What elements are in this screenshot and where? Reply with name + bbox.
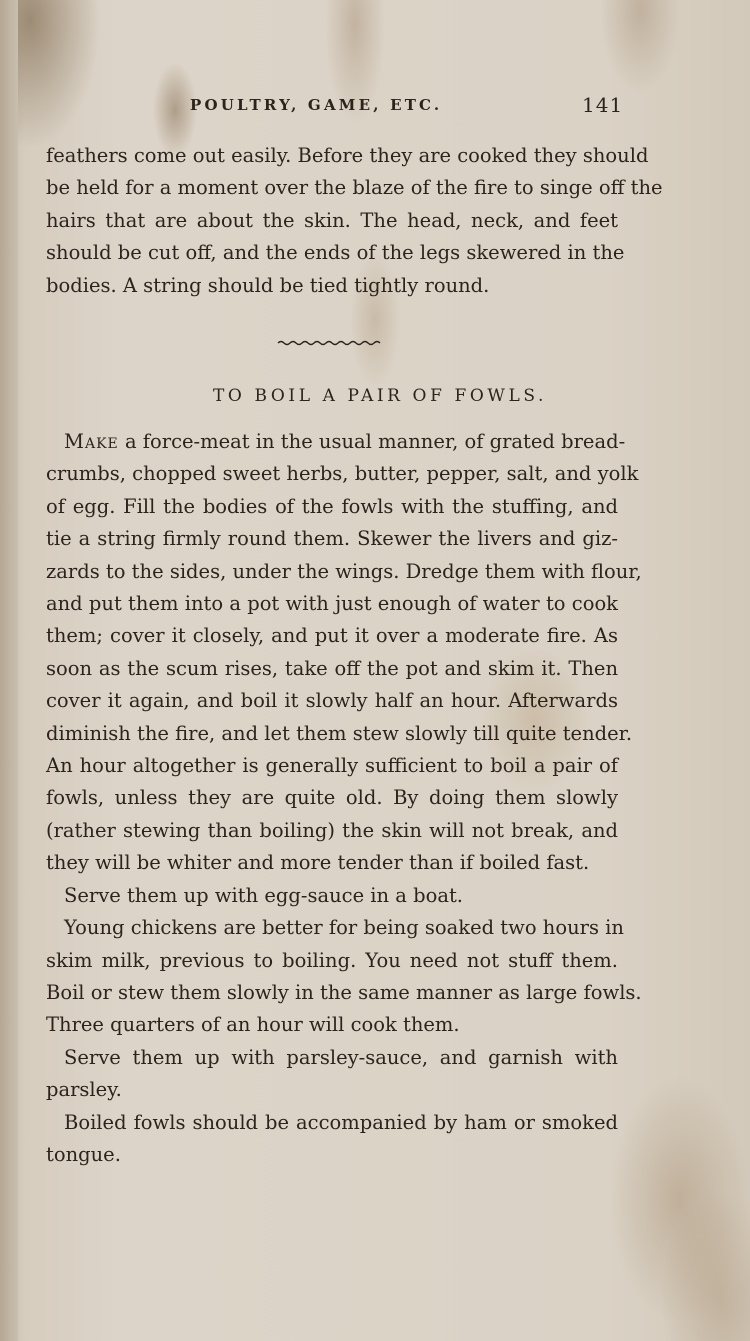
running-head: POULTRY, GAME, ETC. [190,96,443,114]
text-line: feathers come out easily. Before they are cooked they should [46,144,649,167]
page-gutter [0,0,18,1341]
text-line: bodies. A string should be tied tightly round. [46,273,490,297]
text-line: Young chickens are better for being soaked two hours in [64,916,624,940]
text-line: of egg. Fill the bodies of the fowls with the stuffing, and [46,494,618,518]
text-line: Three quarters of an hour will cook them. [46,1013,460,1037]
text-line: An hour altogether is generally sufficient to boil a pair of [46,754,618,778]
page-header [0,93,750,127]
text-line: hairs that are about the skin. The head, neck, and feet [46,208,618,232]
text-line: tie a string firmly round them. Skewer the livers and giz- [46,527,618,551]
text-line: should be cut off, and the ends of the legs skewered in the [46,241,625,265]
text-line-rest: a force-meat in the usual manner, of grated bread- [118,430,626,453]
page-number: 141 [582,93,624,117]
text-line: fowls, unless they are quite old. By doing them slowly [46,786,618,810]
text-line: be held for a moment over the blaze of the fire to singe off the [46,176,663,200]
text-line: parsley. [46,1078,122,1102]
text-line: cover it again, and boil it slowly half an hour. Afterwards [46,689,618,713]
text-line: crumbs, chopped sweet herbs, butter, pepper, salt, and yolk [46,462,639,486]
recipe-title: TO BOIL A PAIR OF FOWLS. [212,386,548,406]
continued-paragraph [46,140,663,302]
text-line: tongue. [46,1142,121,1166]
text-line: and put them into a pot with just enough of water to cook [46,592,618,616]
text-line: soon as the scum rises, take off the pot and skim it. Then [46,656,618,680]
divider-ornament [276,338,382,348]
text-line: skim milk, previous to boiling. You need not stuff them. [46,948,618,972]
text-line: Boiled fowls should be accompanied by ham or smoked [64,1110,618,1134]
text-line: Serve them up with egg-sauce in a boat. [64,883,464,907]
text-line: them; cover it closely, and put it over a moderate fire. As [46,624,618,648]
recipe-paragraph [46,426,642,1171]
text-line: diminish the fire, and let them stew slowly till quite tender. [46,721,633,745]
text-line: zards to the sides, under the wings. Dredge them with flour, [46,559,642,583]
text-line: they will be whiter and more tender than if boiled fast. [46,851,590,875]
drop-word: Make [64,430,119,453]
text-line [46,426,626,458]
text-line: Serve them up with parsley-sauce, and garnish with [64,1045,618,1069]
text-line: Boil or stew them slowly in the same manner as large fowls. [46,980,642,1004]
text-line: (rather stewing than boiling) the skin will not break, and [46,818,618,842]
